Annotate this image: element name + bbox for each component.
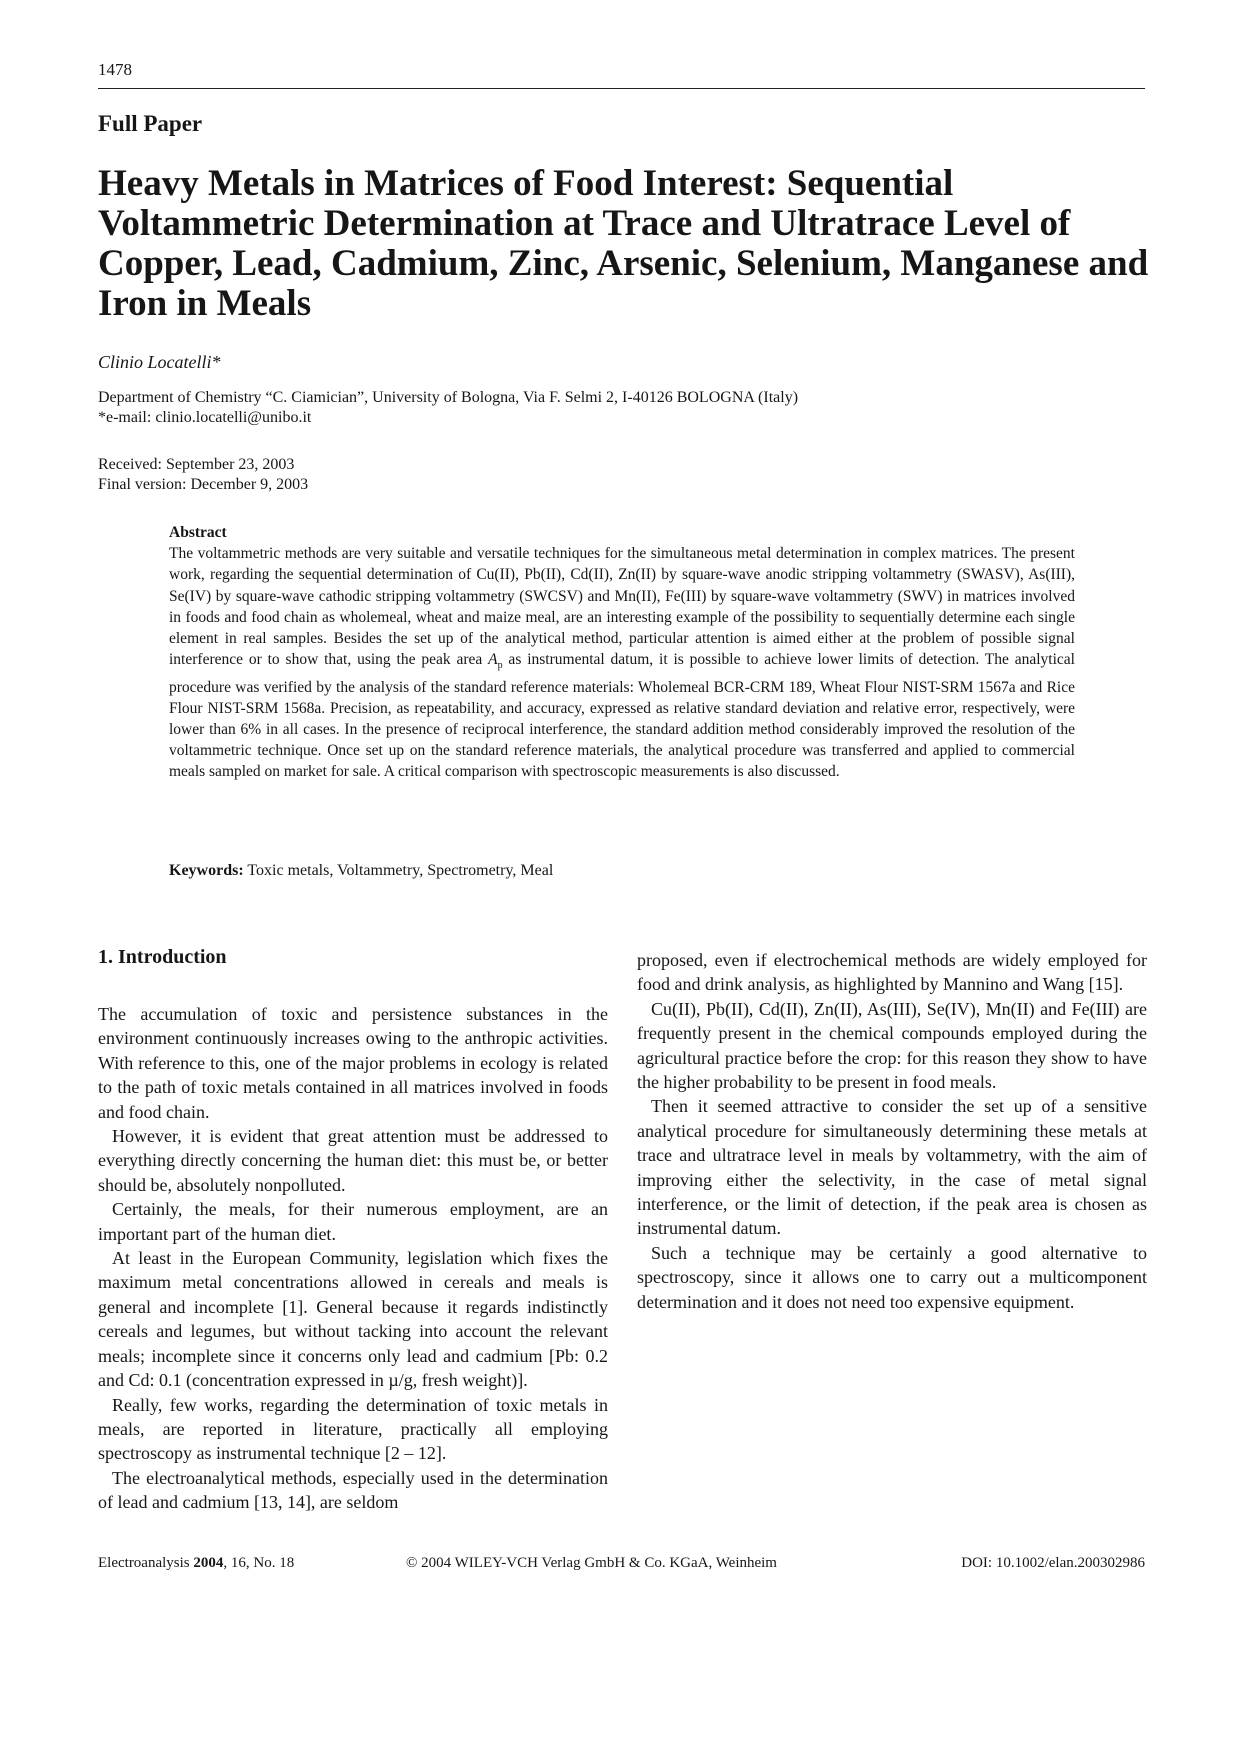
abstract bbox=[169, 522, 1075, 783]
final-version-date: Final version: December 9, 2003 bbox=[98, 476, 309, 493]
paragraph: Such a technique may be certainly a good alternative to spectroscopy, since it allows one to carry out a multicomponent determination and it does not need too expensive equipment. bbox=[637, 1242, 1147, 1312]
received-date: Received: September 23, 2003 bbox=[98, 456, 295, 473]
header-divider bbox=[98, 88, 1145, 89]
keywords-label: Keywords: bbox=[169, 862, 244, 879]
paragraph: Then it seemed attractive to consider the set up of a sensitive analytical procedure for simultaneously determining these metals at trace and ultratrace level in meals by voltammetry, with the aim of improving either the selectivity, in the case of metal signal interference, or the limit of detection, if the peak area is chosen as instrumental datum. bbox=[637, 1096, 1147, 1239]
affiliation-address: Department of Chemistry “C. Ciamician”, University of Bologna, Via F. Selmi 2, I-40126 BOLOGNA (Italy) bbox=[98, 389, 799, 406]
doi-link[interactable]: DOI: 10.1002/elan.200302986 bbox=[961, 1555, 1145, 1571]
author-email: *e-mail: clinio.locatelli@unibo.it bbox=[98, 409, 312, 426]
left-column bbox=[98, 1002, 608, 1515]
paragraph: Really, few works, regarding the determination of toxic metals in meals, are reported in literature, practically all employing spectroscopy as instrumental technique [2 – 12]. bbox=[98, 1394, 608, 1464]
keywords bbox=[169, 862, 553, 880]
paragraph: However, it is evident that great attention must be addressed to everything directly concerning the human diet: this must be, or better should be, absolutely nonpolluted. bbox=[98, 1126, 608, 1195]
copyright-notice: © 2004 WILEY-VCH Verlag GmbH & Co. KGaA, Weinheim bbox=[406, 1555, 777, 1571]
paper-title: Heavy Metals in Matrices of Food Interest: Sequential Voltammetric Determination at Trace and Ultratrace Level of Copper, Lead, Cadmium, Zinc, Arsenic, Selenium, Manganese and Iron in Meals bbox=[98, 163, 1149, 324]
abstract-text bbox=[169, 543, 1075, 782]
journal-year: 2004 bbox=[193, 1555, 224, 1571]
paragraph: The accumulation of toxic and persistence substances in the environment continuously increases owing to the anthropic activities. With reference to this, one of the major problems in ecology is related to the path of toxic metals contained in all matrices involved in foods and food chain. bbox=[98, 1004, 608, 1122]
journal-name: Electroanalysis bbox=[98, 1555, 194, 1571]
paragraph: proposed, even if electrochemical methods are widely employed for food and drink analysis, as highlighted by Mannino and Wang [15]. bbox=[637, 950, 1147, 995]
section-label: Full Paper bbox=[98, 111, 203, 136]
affiliation bbox=[98, 388, 798, 428]
keywords-list: Toxic metals, Voltammetry, Spectrometry, Meal bbox=[243, 862, 554, 879]
introduction-heading: 1. Introduction bbox=[98, 946, 227, 968]
journal-citation bbox=[98, 1555, 294, 1572]
abstract-text-part1: The voltammetric methods are very suitable and versatile techniques for the simultaneous metal determination in complex matrices. The present work, regarding the sequential determination of Cu(II), Pb(II), Cd(II), Zn(II) by square-wave anodic stripping voltammetry (SWASV), As(III), Se(IV) by square-wave cathodic stripping voltammetry (SWCSV) and Mn(II), Fe(III) by square-wave voltammetry (SWV) in matrices involved in foods and food chain as wholemeal, wheat and maize meal, are an interesting example of the possibility to sequentially determine each single element in real samples. Besides the set up of the analytical method, particular attention is aimed either at the problem of possible signal interference or to show that, using the peak area bbox=[169, 545, 1075, 669]
paragraph: The electroanalytical methods, especially used in the determination of lead and cadmium [13, 14], are seldom bbox=[98, 1467, 608, 1513]
journal-issue: , 16, No. 18 bbox=[223, 1555, 295, 1571]
page-number: 1478 bbox=[98, 60, 132, 79]
paragraph: Cu(II), Pb(II), Cd(II), Zn(II), As(III), Se(IV), Mn(II) and Fe(III) are frequently present in the chemical compounds employed during the agricultural practice before the crop: for this reason they show to have the higher probability to be present in food meals. bbox=[637, 998, 1147, 1093]
paragraph: At least in the European Community, legislation which fixes the maximum metal concentrations allowed in cereals and meals is general and incomplete [1]. General because it regards indistinctly cereals and legumes, but without tacking into account the relevant meals; incomplete since it concerns only lead and cadmium [Pb: 0.2 and Cd: 0.1 (concentration expressed in µ/g, fresh weight)]. bbox=[98, 1248, 608, 1391]
right-column bbox=[637, 948, 1147, 1314]
peak-area-symbol: A bbox=[488, 651, 498, 669]
abstract-heading: Abstract bbox=[169, 524, 227, 541]
paragraph: Certainly, the meals, for their numerous employment, are an important part of the human diet. bbox=[98, 1199, 608, 1244]
peak-area-subscript: p bbox=[497, 660, 503, 672]
author-name: Clinio Locatelli* bbox=[98, 352, 221, 372]
submission-dates bbox=[98, 455, 308, 495]
abstract-text-part2: as instrumental datum, it is possible to achieve lower limits of detection. The analytical procedure was verified by the analysis of the standard reference materials: Wholemeal BCR-CRM 189, Wheat Flour NIST-SRM 1567a and Rice Flour NIST-SRM 1568a. Precision, as repeatability, and accuracy, expressed as relative standard deviation and relative error, respectively, were lower than 6% in all cases. In the presence of reciprocal interference, the standard addition method considerably improved the resolution of the voltammetric technique. Once set up on the standard reference materials, the analytical procedure was transferred and applied to commercial meals sampled on market for sale. A critical comparison with spectroscopic measurements is also discussed. bbox=[169, 651, 1075, 781]
